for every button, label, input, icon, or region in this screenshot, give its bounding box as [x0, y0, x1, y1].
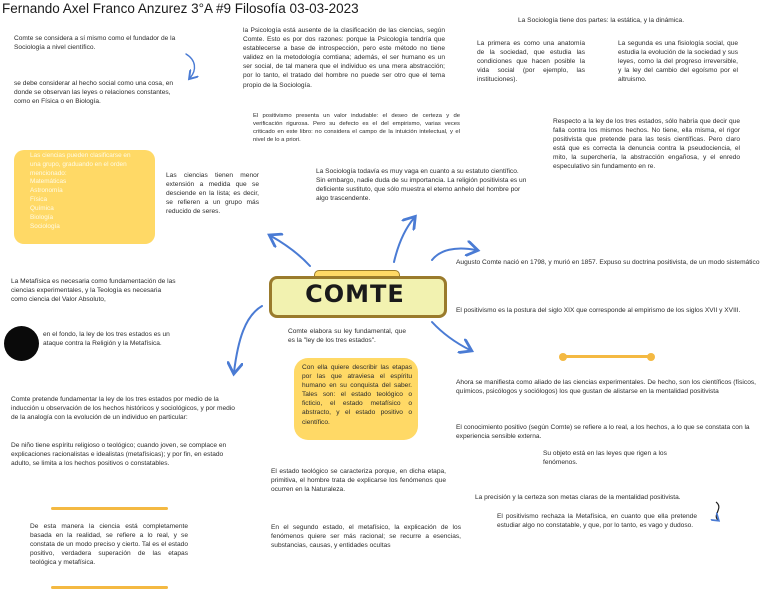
arrow-right	[432, 248, 476, 260]
social-fact-note: se debe considerar al hecho social como una cosa, en donde se observan las leyes o relaciones constantes, como en Física o en Biología.	[14, 80, 174, 106]
birth-note: Augusto Comte nació en 1798, y murió en 1857. Expuso su doctrina positivista, de un modo sistemático	[456, 259, 760, 266]
three-states-text: Con ella quiere describir las etapas por las que atraviesa el espíritu humano en su conquista del saber. Tales son: el estado teológico o ficticio, el estado metafísico o abstracto, y el estado positivo o científico.	[302, 364, 412, 426]
science-item: Química	[30, 204, 54, 212]
knowledge-note: El conocimiento positivo (según Comte) se refiere a lo real, a los hechos, a lo que se constata con la experiencia sensible externa.	[456, 424, 750, 441]
precision-note: La precisión y la certeza son metas claras de la mentalidad positivista.	[475, 494, 681, 501]
positivism-value-note: El positivismo presenta un valor indudable: el deseo de certeza y de verificación rigurosa. Pero su defecto es el del empirismo, varias veces criticado en este libro: no considera el campo de la intuición intelectual, y el nivel de lo a priori.	[253, 113, 460, 144]
arrow-founder	[186, 54, 195, 78]
sociology-parts-note: La Sociología tiene dos partes: la estática, y la dinámica.	[518, 17, 685, 24]
central-title: COMTE	[305, 280, 405, 308]
childhood-note: De niño tiene espíritu religioso o teológico; cuando joven, se complace en explicaciones racionalistas e idealistas (metafísicas); y por fin, en estado adulto, se limita a los hechos positivos o constatables.	[11, 442, 227, 468]
arrow-lower-right	[432, 322, 470, 350]
sociology-vague-note: La Sociología todavía es muy vaga en cuanto a su estatuto científico. Sin embargo, nadie duda de su importancia. La religión positivista es un deficiente sustituto, que sólo muestra el eterno anhelo del hombre por algo trascendente.	[316, 168, 527, 203]
induction-note: Comte pretende fundamentar la ley de los tres estados por medio de la inducción u observación de los hechos históricos y sociológicos, y por medio de la analogía con la evolución de un individuo en particular:	[11, 396, 235, 422]
fundamental-law-note: Comte elabora su ley fundamental, que es la "ley de los tres estados".	[288, 328, 406, 345]
law-critique-note: Respecto a la ley de los tres estados, sólo habría que decir que falla contra los mismos hechos. No tiene, ella misma, el rigor positivista que pretende para las tesis científicas. Pero claro está que es correcta la denuncia contra la pseudociencia, el mito, la superchería, la abstracción engañosa, y el enredo especulativo sin fundamento en re.	[553, 118, 740, 171]
sciences-extension-note: Las ciencias tienen menor extensión a medida que se desciende en la lista; es decir, se refieren a un grupo más reducido de seres.	[166, 172, 259, 216]
positivism-posture-note: El positivismo es la postura del siglo XIX que corresponde al empirismo de los siglos XVII y XVIII.	[456, 307, 741, 314]
object-note: Su objeto está en las leyes que rigen a los fenómenos.	[543, 450, 667, 467]
theological-state-note: El estado teológico se caracteriza porque, en dicha etapa, primitiva, el hombre trata de explicarse los fenómenos que ocurren en la Naturaleza.	[271, 468, 446, 494]
metaphysics-note: La Metafísica es necesaria como fundamentación de las ciencias experimentales, y la Teología es necesaria como ciencia del Valor Absoluto,	[11, 278, 176, 304]
attack-note: en el fondo, la ley de los tres estados es un ataque contra la Religión y la Metafísica.	[43, 331, 170, 348]
sciences-title: Las ciencias pueden clasificarse en una grupo, graduando en el orden mencionado:	[30, 152, 131, 177]
page-title: Fernando Axel Franco Anzurez 3°A #9 Filosofía 03-03-2023	[2, 1, 359, 16]
science-item: Sociología	[30, 222, 60, 230]
arrow-top-left	[271, 236, 310, 266]
science-item: Matemáticas	[30, 178, 67, 186]
arrow-top	[394, 218, 414, 262]
ally-note: Ahora se manifiesta como aliado de las ciencias experimentales. De hecho, son los científicos (físicos, químicos, psicólogos y sociólogos) los que gustan de alistarse en la mentalidad positivista	[456, 379, 756, 396]
psychology-note: la Psicología está ausente de la clasificación de las ciencias, según Comte. Esto es por dos razones: porque la Psicología tendría que establecerse a base de introspección, pero este método no tiene validez en la metodología comtiana; además, el ser humano es un ser social, de tal manera que el individuo es una mera abstracción; por lo tanto, el tratado del hombre no puede ser otro que el tema propio de la Sociología.	[243, 27, 445, 89]
arrow-left	[234, 306, 262, 372]
dynamic-part-note: La segunda es una fisiología social, que estudia la evolución de la sociedad y sus leyes, como la del progreso irreversible, y la ley del cambio del egoísmo por el altruismo.	[618, 40, 738, 84]
science-item: Astronomía	[30, 187, 63, 195]
static-part-note: La primera es como una anatomía de la sociedad, que estudia las condiciones que hacen posible la vida social (por ejemplo, las instituciones).	[477, 40, 585, 84]
founder-note: Comte se considera a sí mismo como el fundador de la Sociología a nivel científico.	[14, 35, 176, 52]
conclusion-note: De esta manera la ciencia está completamente basada en la realidad, se refiere a lo real, y se constata de un modo preciso y cierto. Tal es el estado positivo, verdadera superación de las etapas teológica y metafísica.	[30, 523, 188, 567]
rejects-metaphysics-note: El positivismo rechaza la Metafísica, en cuanto que ella pretende estudiar algo no constatable, y que, por lo tanto, es vago y dudoso.	[497, 513, 697, 530]
science-item: Física	[30, 196, 48, 204]
arrow-squiggle	[716, 502, 719, 520]
metaphysical-state-note: En el segundo estado, el metafísico, la explicación de los fenómenos quiere ser más racional; se recurre a esencias, substancias, causas, y entidades ocultas	[271, 524, 461, 550]
science-item: Biología	[30, 213, 54, 221]
